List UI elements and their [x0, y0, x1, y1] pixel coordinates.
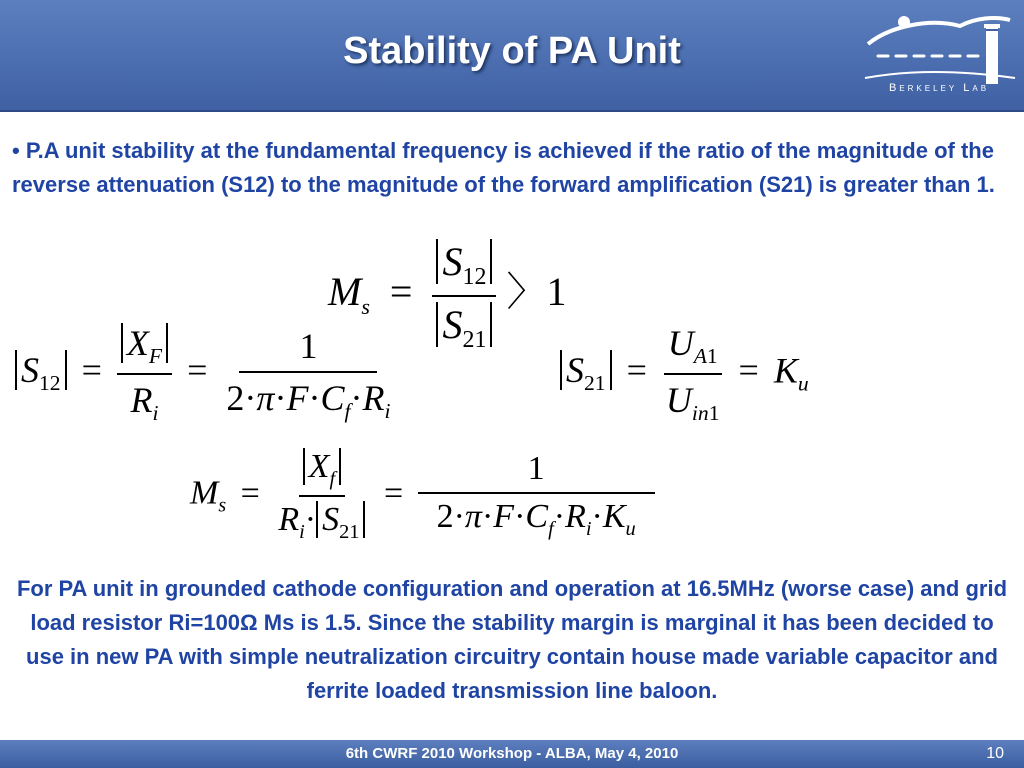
- equation-s21: $S_{21}$ = $\frac{U_{A1}}{U_{in1}}$ = $K_u$: [560, 322, 809, 426]
- equation-ms-expanded: $M_s$ = $\frac{X_f}{R_i\cdot S_{21}}$ = $\frac{1}{2\cdot\pi\cdot F\cdot C_f\cdot R_i\cdot K_u}$: [190, 448, 655, 544]
- equation-ms-ratio: $M_s$ = $\frac{S_{12}}{S_{21}}$ 〉1: [328, 239, 567, 353]
- equation-s12: $S_{12}$ = $\frac{X_F}{R_i}$ = $\frac{1}{2\cdot\pi\cdot F\cdot C_f\cdot R_i}$: [15, 322, 394, 426]
- slide-footer: [0, 740, 1024, 768]
- conclusion-paragraph: For PA unit in grounded cathode configuration and operation at 16.5MHz (worse case) and grid load resistor Ri=100Ω Ms is 1.5. Since the stability margin is marginal it has been decided to use in new PA with simple neutralization circuitry contain house made variable capacitor and ferrite loaded transmission line baloon.: [16, 576, 1008, 703]
- slide-title: Stability of PA Unit: [343, 30, 681, 72]
- intro-paragraph: • P.A unit stability at the fundamental frequency is achieved if the ratio of the magnitude of the reverse attenuation (S12) to the magnitude of the forward amplification (S21) is greater than 1.: [12, 138, 995, 197]
- slide-header: [0, 0, 1024, 112]
- logo-text: Berkeley Lab: [888, 82, 990, 94]
- page-number: 10: [986, 745, 1004, 762]
- footer-text: 6th CWRF 2010 Workshop - ALBA, May 4, 2010: [345, 745, 679, 762]
